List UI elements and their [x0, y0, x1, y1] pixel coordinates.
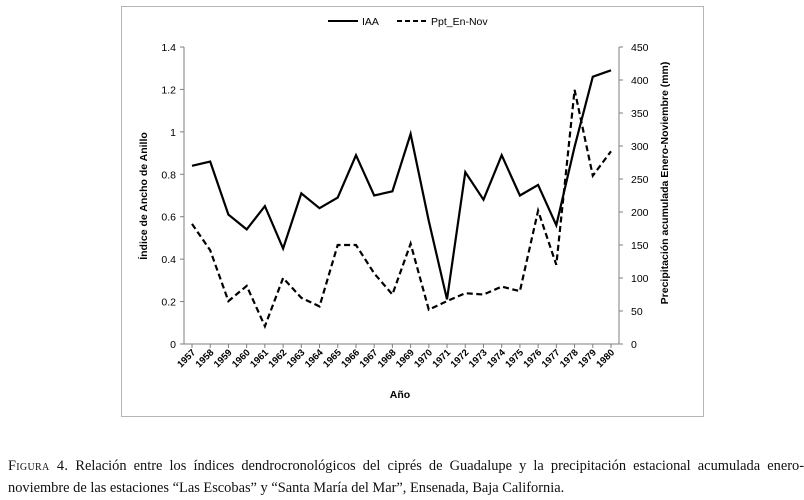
- x-tick-label: 1962: [266, 347, 290, 371]
- x-tick-label: 1966: [339, 347, 363, 371]
- x-tick-label: 1960: [230, 347, 253, 371]
- x-tick-label: 1970: [412, 347, 435, 371]
- x-tick-label: 1963: [284, 347, 308, 371]
- y-tick-label: 1.4: [161, 42, 176, 54]
- series-line-iaa: [192, 70, 611, 299]
- y2-tick-label: 350: [631, 108, 649, 120]
- x-tick-label: 1977: [539, 347, 563, 371]
- y2-tick-label: 0: [631, 339, 637, 351]
- x-tick-label: 1957: [175, 347, 199, 371]
- x-tick-label: 1959: [211, 347, 235, 371]
- x-tick-label: 1968: [375, 347, 399, 371]
- x-tick-label: 1974: [485, 347, 508, 371]
- x-tick-label: 1979: [576, 347, 599, 371]
- x-tick-label: 1973: [466, 347, 490, 371]
- plot-lines: [192, 70, 611, 326]
- x-tick-label: 1972: [448, 347, 472, 371]
- figure-caption: [8, 455, 804, 499]
- caption-text: Relación entre los índices dendrocronológicos del ciprés de Guadalupe y la precipitación estacional acumulada enero-noviembre de las estaciones “Las Escobas” y “Santa María del Mar”, Ensenada, Baja California.: [8, 458, 804, 496]
- y-tick-label: 1.2: [161, 84, 176, 97]
- y-tick-label: 0.8: [161, 169, 176, 182]
- y2-tick-label: 250: [631, 174, 649, 186]
- x-tick-label: 1965: [321, 347, 344, 371]
- x-tick-label: 1958: [193, 347, 217, 371]
- y-tick-label: 0.2: [161, 296, 176, 309]
- y2-tick-label: 300: [631, 141, 649, 153]
- y2-axis-title: Precipitación acumulada Enero-Noviembre (mm): [659, 61, 671, 305]
- y-axis-right: [619, 42, 649, 351]
- legend-label-ppt: Ppt_En-Nov: [431, 16, 488, 28]
- legend: [328, 16, 488, 28]
- y2-tick-label: 50: [631, 306, 643, 318]
- y-axis-title: Índice de Ancho de Anillo: [138, 132, 150, 260]
- y2-tick-label: 200: [631, 207, 649, 219]
- x-tick-label: 1976: [521, 347, 545, 371]
- y2-tick-label: 400: [631, 75, 649, 87]
- y-tick-label: 0: [170, 339, 176, 351]
- y-tick-label: 0.6: [161, 211, 176, 224]
- y2-tick-label: 450: [631, 42, 649, 54]
- x-tick-label: 1967: [357, 347, 381, 371]
- x-tick-label: 1961: [248, 347, 271, 371]
- x-axis-title: Año: [389, 389, 411, 401]
- y-axis-left: [161, 42, 184, 351]
- y-tick-label: 0.4: [161, 254, 176, 267]
- y2-tick-label: 100: [631, 273, 649, 285]
- x-tick-label: 1980: [594, 347, 618, 371]
- y-tick-label: 1: [170, 126, 176, 139]
- x-axis: [175, 344, 619, 370]
- x-tick-label: 1969: [394, 347, 417, 371]
- caption-label: Figura 4.: [8, 458, 69, 474]
- legend-label-iaa: IAA: [362, 16, 379, 28]
- y2-tick-label: 150: [631, 240, 649, 252]
- x-tick-label: 1971: [430, 347, 454, 371]
- x-tick-label: 1964: [302, 347, 326, 371]
- x-tick-label: 1978: [557, 347, 581, 371]
- x-tick-label: 1975: [503, 347, 527, 371]
